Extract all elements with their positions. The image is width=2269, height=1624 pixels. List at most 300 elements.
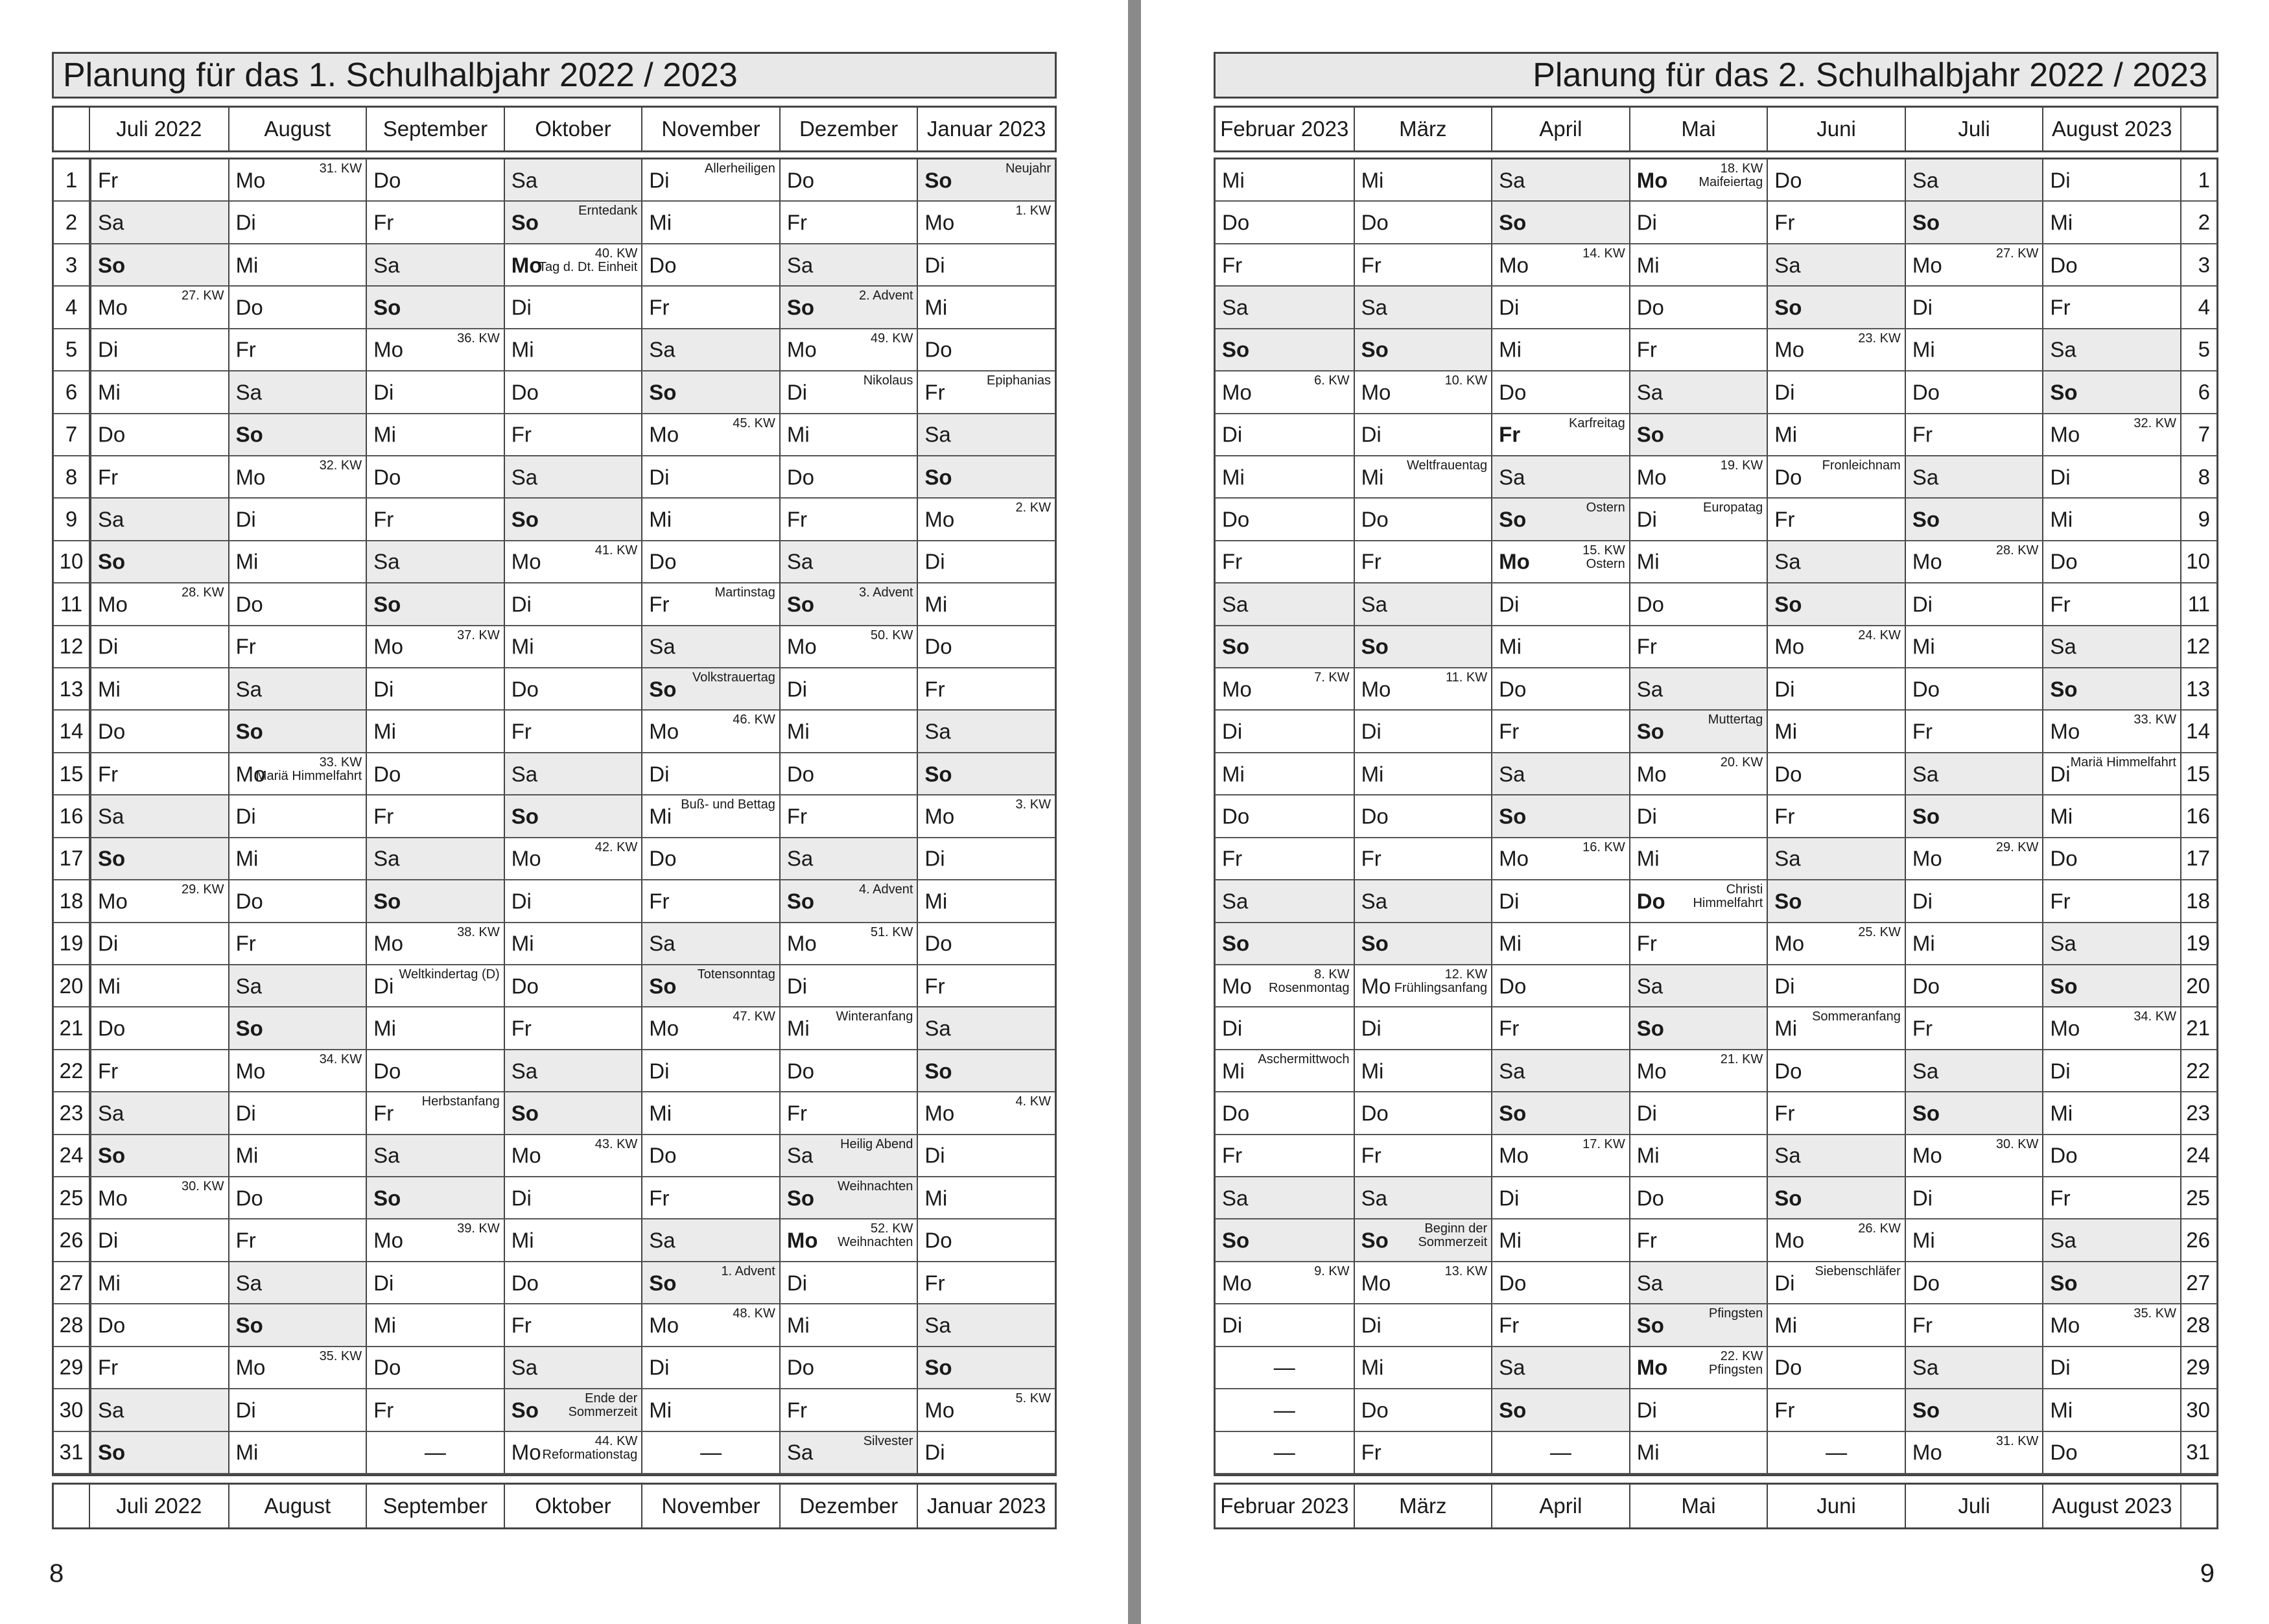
day-cell[interactable] (2042, 583, 2180, 626)
day-cell[interactable] (1629, 626, 1767, 668)
day-cell[interactable] (228, 541, 366, 583)
day-cell[interactable] (1767, 456, 1905, 499)
day-cell[interactable] (1905, 202, 2043, 244)
day-cell[interactable] (1354, 965, 1492, 1007)
day-cell[interactable] (1767, 414, 1905, 456)
day-cell[interactable] (1216, 1135, 1354, 1177)
day-cell[interactable] (228, 711, 366, 753)
day-cell[interactable] (779, 1050, 917, 1092)
day-cell[interactable] (366, 1050, 504, 1092)
day-cell[interactable] (779, 880, 917, 923)
day-cell[interactable] (2042, 965, 2180, 1007)
day-cell[interactable] (1354, 838, 1492, 880)
day-cell[interactable] (366, 583, 504, 626)
day-cell[interactable] (228, 244, 366, 287)
day-cell[interactable] (1354, 159, 1492, 202)
day-cell[interactable] (366, 1007, 504, 1050)
day-cell[interactable] (1491, 541, 1629, 583)
day-cell[interactable] (1629, 1262, 1767, 1304)
day-cell[interactable] (1629, 668, 1767, 711)
day-cell[interactable] (1905, 1092, 2043, 1135)
day-cell[interactable] (641, 668, 779, 711)
day-cell[interactable] (504, 456, 642, 499)
day-cell[interactable] (366, 923, 504, 965)
day-cell[interactable] (2042, 1135, 2180, 1177)
day-cell[interactable] (917, 880, 1055, 923)
day-cell[interactable] (2042, 668, 2180, 711)
day-cell[interactable] (1905, 838, 2043, 880)
day-cell[interactable] (504, 329, 642, 371)
day-cell[interactable] (1905, 1135, 2043, 1177)
day-cell[interactable] (90, 202, 228, 244)
day-cell[interactable] (228, 414, 366, 456)
day-cell[interactable] (1767, 1219, 1905, 1262)
day-cell[interactable] (917, 414, 1055, 456)
day-cell[interactable] (1905, 329, 2043, 371)
day-cell[interactable] (779, 711, 917, 753)
day-cell[interactable] (504, 202, 642, 244)
day-cell[interactable] (1216, 1304, 1354, 1347)
day-cell[interactable] (917, 1262, 1055, 1304)
day-cell[interactable] (504, 880, 642, 923)
day-cell[interactable] (1491, 244, 1629, 287)
day-cell[interactable] (641, 965, 779, 1007)
day-cell[interactable] (1216, 923, 1354, 965)
day-cell[interactable] (1629, 1304, 1767, 1347)
day-cell[interactable] (917, 1347, 1055, 1389)
day-cell[interactable] (2042, 202, 2180, 244)
day-cell[interactable] (1354, 1219, 1492, 1262)
day-cell[interactable] (1491, 1135, 1629, 1177)
day-cell[interactable] (779, 1092, 917, 1135)
day-cell[interactable] (1629, 1347, 1767, 1389)
day-cell[interactable] (90, 499, 228, 541)
day-cell[interactable] (779, 668, 917, 711)
day-cell[interactable] (1629, 244, 1767, 287)
day-cell[interactable] (779, 923, 917, 965)
day-cell[interactable] (1491, 923, 1629, 965)
day-cell[interactable] (228, 965, 366, 1007)
day-cell[interactable] (1905, 711, 2043, 753)
day-cell[interactable] (228, 1262, 366, 1304)
day-cell[interactable] (1354, 371, 1492, 414)
day-cell[interactable] (1629, 795, 1767, 838)
day-cell[interactable] (1354, 1092, 1492, 1135)
day-cell[interactable] (366, 1219, 504, 1262)
day-cell[interactable] (1491, 1219, 1629, 1262)
day-cell[interactable] (504, 923, 642, 965)
day-cell[interactable] (1905, 1389, 2043, 1431)
day-cell[interactable] (504, 1135, 642, 1177)
day-cell[interactable] (228, 626, 366, 668)
day-cell[interactable] (1216, 1219, 1354, 1262)
day-cell[interactable] (366, 1389, 504, 1431)
day-cell[interactable] (1629, 1092, 1767, 1135)
day-cell[interactable] (1491, 329, 1629, 371)
day-cell[interactable] (504, 1304, 642, 1347)
day-cell[interactable] (1491, 838, 1629, 880)
day-cell[interactable] (917, 1389, 1055, 1431)
day-cell[interactable] (228, 1219, 366, 1262)
day-cell[interactable] (1354, 1007, 1492, 1050)
day-cell[interactable] (779, 1347, 917, 1389)
day-cell[interactable] (917, 456, 1055, 499)
day-cell[interactable] (917, 1432, 1055, 1474)
day-cell[interactable] (1905, 1347, 2043, 1389)
day-cell[interactable] (1905, 1304, 2043, 1347)
day-cell[interactable] (1491, 456, 1629, 499)
day-cell[interactable] (1491, 1007, 1629, 1050)
day-cell[interactable] (779, 456, 917, 499)
day-cell[interactable] (366, 668, 504, 711)
day-cell[interactable] (504, 1177, 642, 1219)
day-cell[interactable] (90, 1177, 228, 1219)
day-cell[interactable] (1216, 838, 1354, 880)
day-cell[interactable] (2042, 159, 2180, 202)
day-cell[interactable] (2042, 1219, 2180, 1262)
day-cell[interactable] (1354, 202, 1492, 244)
day-cell[interactable] (1216, 456, 1354, 499)
day-cell[interactable] (1354, 668, 1492, 711)
day-cell[interactable] (779, 1432, 917, 1474)
day-cell[interactable] (366, 711, 504, 753)
day-cell[interactable] (228, 1389, 366, 1431)
day-cell[interactable] (917, 371, 1055, 414)
day-cell[interactable] (366, 456, 504, 499)
day-cell[interactable] (2042, 626, 2180, 668)
day-cell[interactable] (1354, 414, 1492, 456)
day-cell[interactable] (779, 202, 917, 244)
day-cell[interactable] (779, 795, 917, 838)
day-cell[interactable] (1767, 287, 1905, 329)
day-cell[interactable] (1354, 1262, 1492, 1304)
day-cell[interactable] (366, 371, 504, 414)
day-cell[interactable] (90, 1135, 228, 1177)
day-cell[interactable] (641, 838, 779, 880)
day-cell[interactable] (2042, 541, 2180, 583)
day-cell[interactable] (1767, 626, 1905, 668)
day-cell[interactable] (1216, 626, 1354, 668)
day-cell[interactable] (1767, 541, 1905, 583)
day-cell[interactable] (1491, 1177, 1629, 1219)
day-cell[interactable] (504, 1432, 642, 1474)
day-cell[interactable] (90, 244, 228, 287)
day-cell[interactable] (2042, 1389, 2180, 1431)
day-cell[interactable] (90, 159, 228, 202)
day-cell[interactable] (641, 795, 779, 838)
day-cell[interactable] (917, 1050, 1055, 1092)
day-cell[interactable] (1767, 711, 1905, 753)
day-cell[interactable] (2042, 1432, 2180, 1474)
day-cell[interactable] (1629, 1050, 1767, 1092)
day-cell[interactable] (1629, 499, 1767, 541)
day-cell[interactable] (1354, 753, 1492, 795)
day-cell[interactable] (2042, 1304, 2180, 1347)
day-cell[interactable] (1767, 923, 1905, 965)
day-cell[interactable] (917, 753, 1055, 795)
day-cell[interactable] (504, 499, 642, 541)
day-cell[interactable] (1216, 414, 1354, 456)
day-cell[interactable] (1767, 838, 1905, 880)
day-cell[interactable] (1354, 456, 1492, 499)
day-cell[interactable] (504, 371, 642, 414)
day-cell[interactable] (1354, 499, 1492, 541)
day-cell[interactable] (90, 1050, 228, 1092)
day-cell[interactable] (366, 1347, 504, 1389)
day-cell[interactable] (1354, 1135, 1492, 1177)
day-cell[interactable] (641, 1092, 779, 1135)
day-cell[interactable] (1905, 1177, 2043, 1219)
day-cell[interactable] (1629, 1432, 1767, 1474)
day-cell[interactable] (1491, 499, 1629, 541)
day-cell[interactable] (1354, 1389, 1492, 1431)
day-cell[interactable] (366, 1304, 504, 1347)
day-cell[interactable] (90, 414, 228, 456)
day-cell[interactable] (1767, 1092, 1905, 1135)
day-cell[interactable] (1491, 668, 1629, 711)
day-cell[interactable] (228, 1347, 366, 1389)
day-cell[interactable] (641, 753, 779, 795)
day-cell[interactable] (1216, 753, 1354, 795)
day-cell[interactable] (1629, 1219, 1767, 1262)
day-cell[interactable] (1767, 244, 1905, 287)
day-cell[interactable] (366, 838, 504, 880)
day-cell[interactable] (641, 880, 779, 923)
day-cell[interactable] (366, 202, 504, 244)
day-cell[interactable] (366, 541, 504, 583)
day-cell[interactable] (228, 668, 366, 711)
day-cell[interactable] (1491, 159, 1629, 202)
day-cell[interactable] (1629, 202, 1767, 244)
day-cell[interactable] (90, 329, 228, 371)
day-cell[interactable] (228, 1135, 366, 1177)
day-cell[interactable] (228, 287, 366, 329)
day-cell[interactable] (1354, 583, 1492, 626)
day-cell[interactable] (1629, 1177, 1767, 1219)
day-cell[interactable] (2042, 287, 2180, 329)
day-cell[interactable] (1216, 287, 1354, 329)
day-cell[interactable] (1216, 1007, 1354, 1050)
day-cell[interactable] (1491, 1092, 1629, 1135)
day-cell[interactable] (1216, 1177, 1354, 1219)
day-cell[interactable] (366, 753, 504, 795)
day-cell[interactable] (366, 287, 504, 329)
day-cell[interactable] (641, 541, 779, 583)
day-cell[interactable] (1491, 1389, 1629, 1431)
day-cell[interactable] (1905, 668, 2043, 711)
day-cell[interactable] (917, 1219, 1055, 1262)
day-cell[interactable] (917, 1007, 1055, 1050)
day-cell[interactable] (641, 1135, 779, 1177)
day-cell[interactable] (228, 1007, 366, 1050)
day-cell[interactable] (228, 329, 366, 371)
day-cell[interactable] (1767, 499, 1905, 541)
day-cell[interactable] (90, 838, 228, 880)
day-cell[interactable] (1767, 1007, 1905, 1050)
day-cell[interactable] (779, 965, 917, 1007)
day-cell[interactable] (1905, 287, 2043, 329)
day-cell[interactable] (1905, 371, 2043, 414)
day-cell[interactable] (779, 753, 917, 795)
day-cell[interactable] (2042, 371, 2180, 414)
day-cell[interactable] (1354, 711, 1492, 753)
day-cell[interactable] (1216, 668, 1354, 711)
day-cell[interactable] (1354, 1432, 1492, 1474)
day-cell[interactable] (1216, 499, 1354, 541)
day-cell[interactable] (228, 923, 366, 965)
day-cell[interactable] (366, 159, 504, 202)
day-cell[interactable] (641, 202, 779, 244)
day-cell[interactable] (1629, 965, 1767, 1007)
day-cell[interactable] (1905, 795, 2043, 838)
day-cell[interactable] (779, 1135, 917, 1177)
day-cell[interactable] (1767, 668, 1905, 711)
day-cell[interactable] (90, 1092, 228, 1135)
day-cell[interactable] (366, 244, 504, 287)
day-cell[interactable] (1216, 159, 1354, 202)
day-cell[interactable] (228, 753, 366, 795)
day-cell[interactable] (1491, 1262, 1629, 1304)
day-cell[interactable] (1767, 1389, 1905, 1431)
day-cell[interactable] (1767, 880, 1905, 923)
day-cell[interactable] (90, 668, 228, 711)
day-cell[interactable] (2042, 923, 2180, 965)
day-cell[interactable] (90, 1389, 228, 1431)
day-cell[interactable] (2042, 753, 2180, 795)
day-cell[interactable] (917, 1092, 1055, 1135)
day-cell[interactable] (917, 287, 1055, 329)
day-cell[interactable] (504, 287, 642, 329)
day-cell[interactable] (228, 795, 366, 838)
day-cell[interactable] (641, 159, 779, 202)
day-cell[interactable] (366, 329, 504, 371)
day-cell[interactable] (1905, 965, 2043, 1007)
day-cell[interactable] (366, 880, 504, 923)
day-cell[interactable] (1216, 1050, 1354, 1092)
day-cell[interactable] (228, 1432, 366, 1474)
day-cell[interactable] (1491, 626, 1629, 668)
day-cell[interactable] (917, 923, 1055, 965)
day-cell[interactable] (1216, 880, 1354, 923)
day-cell[interactable] (90, 711, 228, 753)
day-cell[interactable] (366, 1092, 504, 1135)
day-cell[interactable] (2042, 244, 2180, 287)
day-cell[interactable] (1354, 880, 1492, 923)
day-cell[interactable] (90, 1007, 228, 1050)
day-cell[interactable] (1767, 1177, 1905, 1219)
day-cell[interactable] (2042, 711, 2180, 753)
day-cell[interactable] (1767, 329, 1905, 371)
day-cell[interactable] (779, 371, 917, 414)
day-cell[interactable] (2042, 499, 2180, 541)
day-cell[interactable] (917, 499, 1055, 541)
day-cell[interactable] (1767, 1347, 1905, 1389)
day-cell[interactable] (1905, 1262, 2043, 1304)
day-cell[interactable] (641, 287, 779, 329)
day-cell[interactable] (504, 1092, 642, 1135)
day-cell[interactable] (1629, 753, 1767, 795)
day-cell[interactable] (1629, 329, 1767, 371)
day-cell[interactable] (1629, 711, 1767, 753)
day-cell[interactable] (1629, 880, 1767, 923)
day-cell[interactable] (2042, 880, 2180, 923)
day-cell[interactable] (1491, 202, 1629, 244)
day-cell[interactable] (228, 159, 366, 202)
day-cell[interactable] (1491, 583, 1629, 626)
day-cell[interactable] (366, 1135, 504, 1177)
day-cell[interactable] (917, 202, 1055, 244)
day-cell[interactable] (641, 626, 779, 668)
day-cell[interactable] (641, 244, 779, 287)
day-cell[interactable] (504, 711, 642, 753)
day-cell[interactable] (917, 626, 1055, 668)
day-cell[interactable] (1491, 711, 1629, 753)
day-cell[interactable] (1491, 965, 1629, 1007)
day-cell[interactable] (228, 202, 366, 244)
day-cell[interactable] (228, 880, 366, 923)
day-cell[interactable] (641, 1389, 779, 1431)
day-cell[interactable] (779, 1262, 917, 1304)
day-cell[interactable] (90, 880, 228, 923)
day-cell[interactable] (1767, 159, 1905, 202)
day-cell[interactable] (917, 1304, 1055, 1347)
day-cell[interactable] (641, 1347, 779, 1389)
day-cell[interactable] (917, 1177, 1055, 1219)
day-cell[interactable] (1354, 1050, 1492, 1092)
day-cell[interactable] (1905, 626, 2043, 668)
day-cell[interactable] (2042, 1050, 2180, 1092)
day-cell[interactable] (1905, 499, 2043, 541)
day-cell[interactable] (90, 1347, 228, 1389)
day-cell[interactable] (1629, 287, 1767, 329)
day-cell[interactable] (779, 499, 917, 541)
day-cell[interactable] (90, 583, 228, 626)
day-cell[interactable] (2042, 1177, 2180, 1219)
day-cell[interactable] (917, 965, 1055, 1007)
day-cell[interactable] (1905, 159, 2043, 202)
day-cell[interactable] (641, 499, 779, 541)
day-cell[interactable] (504, 1389, 642, 1431)
day-cell[interactable] (1767, 795, 1905, 838)
day-cell[interactable] (2042, 1347, 2180, 1389)
day-cell[interactable] (2042, 795, 2180, 838)
day-cell[interactable] (1629, 1007, 1767, 1050)
day-cell[interactable] (1767, 1262, 1905, 1304)
day-cell[interactable] (779, 626, 917, 668)
day-cell[interactable] (504, 1347, 642, 1389)
day-cell[interactable] (1216, 711, 1354, 753)
day-cell[interactable] (1905, 1050, 2043, 1092)
day-cell[interactable] (228, 371, 366, 414)
day-cell[interactable] (90, 371, 228, 414)
day-cell[interactable] (641, 1219, 779, 1262)
day-cell[interactable] (1491, 1304, 1629, 1347)
day-cell[interactable] (1767, 965, 1905, 1007)
day-cell[interactable] (504, 541, 642, 583)
day-cell[interactable] (1216, 583, 1354, 626)
day-cell[interactable] (641, 1304, 779, 1347)
day-cell[interactable] (641, 1262, 779, 1304)
day-cell[interactable] (1216, 202, 1354, 244)
day-cell[interactable] (228, 499, 366, 541)
day-cell[interactable] (1354, 626, 1492, 668)
day-cell[interactable] (779, 1177, 917, 1219)
day-cell[interactable] (917, 668, 1055, 711)
day-cell[interactable] (779, 838, 917, 880)
day-cell[interactable] (779, 244, 917, 287)
day-cell[interactable] (917, 1135, 1055, 1177)
day-cell[interactable] (1491, 753, 1629, 795)
